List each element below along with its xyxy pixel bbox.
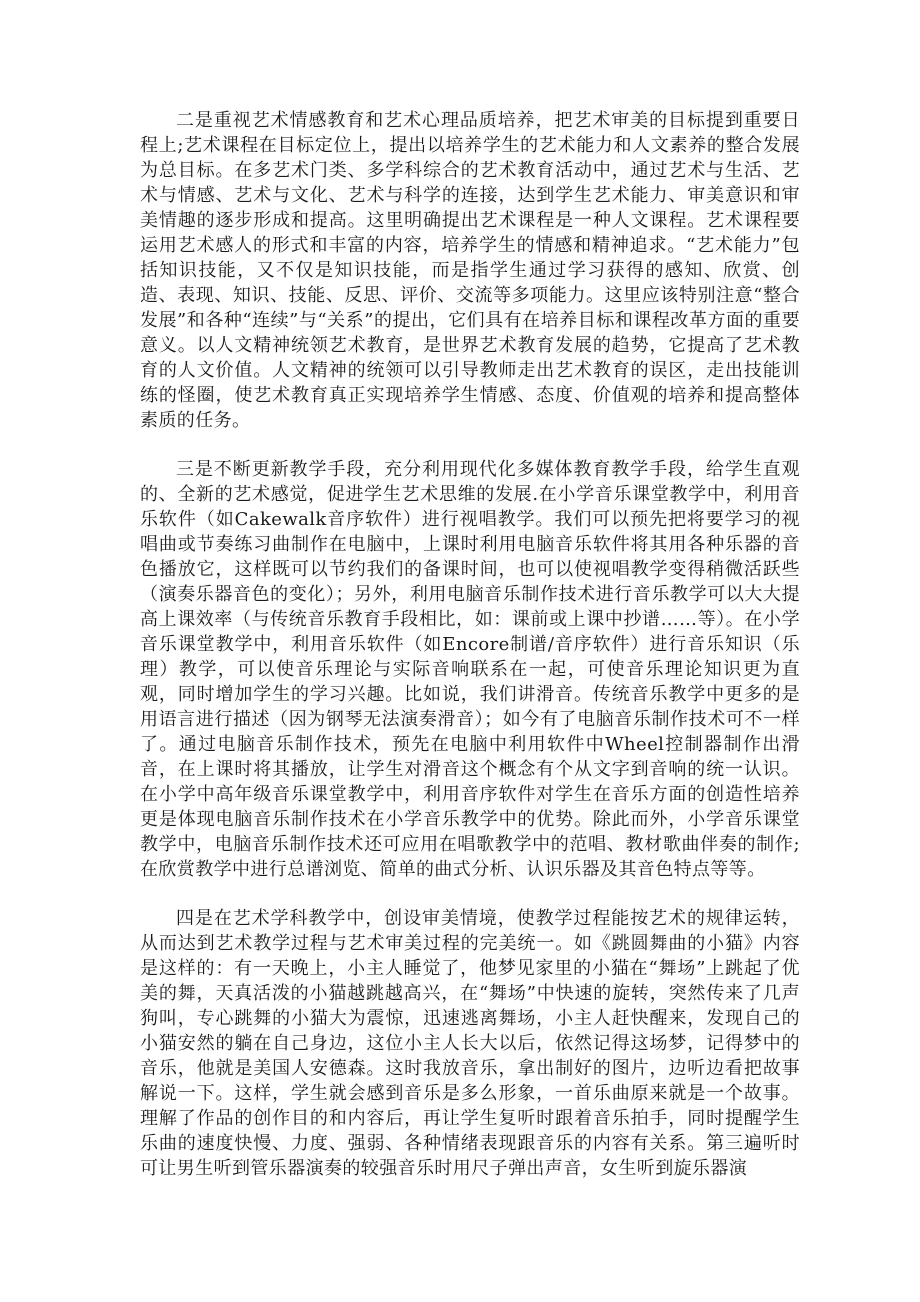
- paragraph-3: 三是不断更新教学手段，充分利用现代化多媒体教育教学手段，给学生直观的、全新的艺术感觉，促进学生艺术思维的发展.在小学音乐课堂教学中，利用音乐软件（如Cakewalk音序软件）进行视唱教学。我们可以预先把将要学习的视唱曲或节奏练习曲制作在电脑中，上课时利用电脑音乐软件将其用各种乐器的音色播放它，这样既可以节约我们的备课时间，也可以使视唱教学变得稍微活跃些（演奏乐器音色的变化）；另外，利用电脑音乐制作技术进行音乐教学可以大大提高上课效率（与传统音乐教育手段相比，如：课前或上课中抄谱……等）。在小学音乐课堂教学中，利用音乐软件（如Encore制谱/音序软件）进行音乐知识（乐理）教学，可以使音乐理论与实际音响联系在一起，可使音乐理论知识更为直观，同时增加学生的学习兴趣。比如说，我们讲滑音。传统音乐教学中更多的是用语言进行描述（因为钢琴无法演奏滑音）；如今有了电脑音乐制作技术可不一样了。通过电脑音乐制作技术，预先在电脑中利用软件中Wheel控制器制作出滑音，在上课时将其播放，让学生对滑音这个概念有个从文字到音响的统一认识。在小学中高年级音乐课堂教学中，利用音序软件对学生在音乐方面的创造性培养更是体现电脑音乐制作技术在小学音乐教学中的优势。除此而外，小学音乐课堂教学中，电脑音乐制作技术还可应用在唱歌教学中的范唱、教材歌曲伴奏的制作;在欣赏教学中进行总谱浏览、简单的曲式分析、认识乐器及其音色特点等等。: [140, 459, 800, 880]
- document-body: [140, 108, 800, 1205]
- paragraph-4: 四是在艺术学科教学中，创设审美情境，使教学过程能按艺术的规律运转，从而达到艺术教学过程与艺术审美过程的完美统一。如《跳圆舞曲的小猫》内容是这样的：有一天晚上，小主人睡觉了，他梦见家里的小猫在“舞场”上跳起了优美的舞，天真活泼的小猫越跳越高兴，在“舞场”中快速的旋转，突然传来了几声狗叫，专心跳舞的小猫大为震惊，迅速逃离舞场，小主人赶快醒来，发现自己的小猫安然的躺在自己身边，这位小主人长大以后，依然记得这场梦，记得梦中的音乐，他就是美国人安德森。这时我放音乐，拿出制好的图片，边听边看把故事解说一下。这样，学生就会感到音乐是多么形象，一首乐曲原来就是一个故事。理解了作品的创作目的和内容后，再让学生复听时跟着音乐拍手，同时提醒学生乐曲的速度快慢、力度、强弱、各种情绪表现跟音乐的内容有关系。第三遍听时可让男生听到管乐器演奏的较强音乐时用尺子弹出声音，女生听到旋乐器演: [140, 908, 800, 1179]
- paragraph-2: 二是重视艺术情感教育和艺术心理品质培养，把艺术审美的目标提到重要日程上;艺术课程在目标定位上，提出以培养学生的艺术能力和人文素养的整合发展为总目标。在多艺术门类、多学科综合的艺术教育活动中，通过艺术与生活、艺术与情感、艺术与文化、艺术与科学的连接，达到学生艺术能力、审美意识和审美情趣的逐步形成和提高。这里明确提出艺术课程是一种人文课程。艺术课程要运用艺术感人的形式和丰富的内容，培养学生的情感和精神追求。“艺术能力”包括知识技能，又不仅是知识技能，而是指学生通过学习获得的感知、欣赏、创造、表现、知识、技能、反思、评价、交流等多项能力。这里应该特别注意“整合发展”和各种“连续”与“关系”的提出，它们具有在培养目标和课程改革方面的重要意义。以人文精神统领艺术教育，是世界艺术教育发展的趋势，它提高了艺术教育的人文价值。人文精神的统领可以引导教师走出艺术教育的误区，走出技能训练的怪圈，使艺术教育真正实现培养学生情感、态度、价值观的培养和提高整体素质的任务。: [140, 110, 800, 431]
